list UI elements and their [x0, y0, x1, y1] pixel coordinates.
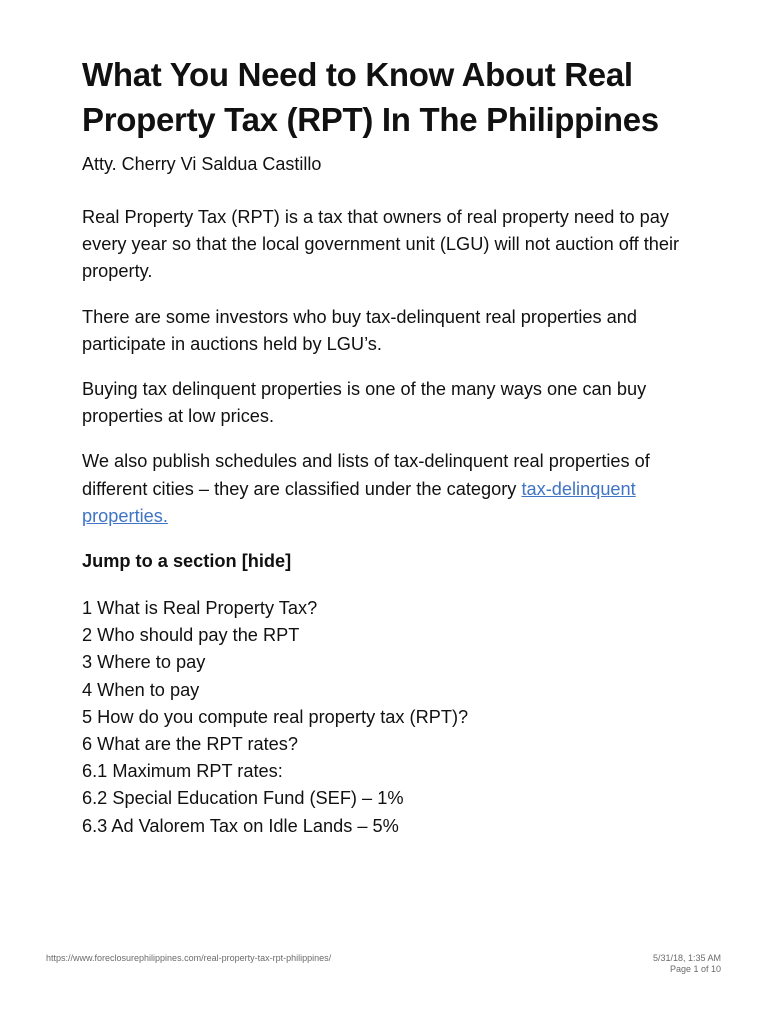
toc-item[interactable]: 5 How do you compute real property tax (RPT)?: [82, 706, 469, 727]
toc-item[interactable]: 6 What are the RPT rates?: [82, 734, 298, 755]
toc-hide-toggle[interactable]: [hide]: [241, 551, 292, 572]
toc-item[interactable]: 3 Where to pay: [82, 652, 206, 673]
footer-page-number: Page 1 of 10: [669, 964, 721, 974]
paragraph-publish: [82, 448, 702, 530]
toc-item[interactable]: 6.1 Maximum RPT rates:: [82, 761, 283, 782]
toc-item[interactable]: 1 What is Real Property Tax?: [82, 598, 318, 619]
table-of-contents: [82, 595, 702, 840]
paragraph-buying: Buying tax delinquent properties is one of the many ways one can buy properties at low prices.: [82, 379, 647, 427]
toc-item[interactable]: 4 When to pay: [82, 679, 200, 700]
paragraph-intro: Real Property Tax (RPT) is a tax that owners of real property need to pay every year so that the local government unit (LGU) will not auction off their property.: [82, 207, 680, 282]
toc-heading-label: Jump to a section: [82, 551, 242, 572]
toc-item[interactable]: 2 Who should pay the RPT: [82, 625, 300, 646]
tax-delinquent-properties-link[interactable]: tax-delinquent properties.: [82, 478, 636, 526]
toc-item[interactable]: 6.2 Special Education Fund (SEF) – 1%: [82, 788, 404, 809]
toc-item[interactable]: 6.3 Ad Valorem Tax on Idle Lands – 5%: [82, 815, 399, 836]
toc-heading: [82, 548, 702, 575]
paragraph-investors: There are some investors who buy tax-delinquent real properties and participate in auctions held by LGU’s.: [82, 306, 638, 354]
footer-meta: [653, 953, 721, 975]
article-author: Atty. Cherry Vi Saldua Castillo: [82, 154, 322, 174]
article-title: What You Need to Know About Real Property Tax (RPT) In The Philippines: [82, 56, 659, 138]
paragraph-publish-text: We also publish schedules and lists of tax-delinquent real properties of different cities – they are classified under the category: [82, 451, 650, 499]
footer-url: https://www.foreclosurephilippines.com/real-property-tax-rpt-philippines/: [46, 953, 332, 963]
footer-timestamp: 5/31/18, 1:35 AM: [652, 953, 721, 963]
article-page: [82, 52, 702, 840]
